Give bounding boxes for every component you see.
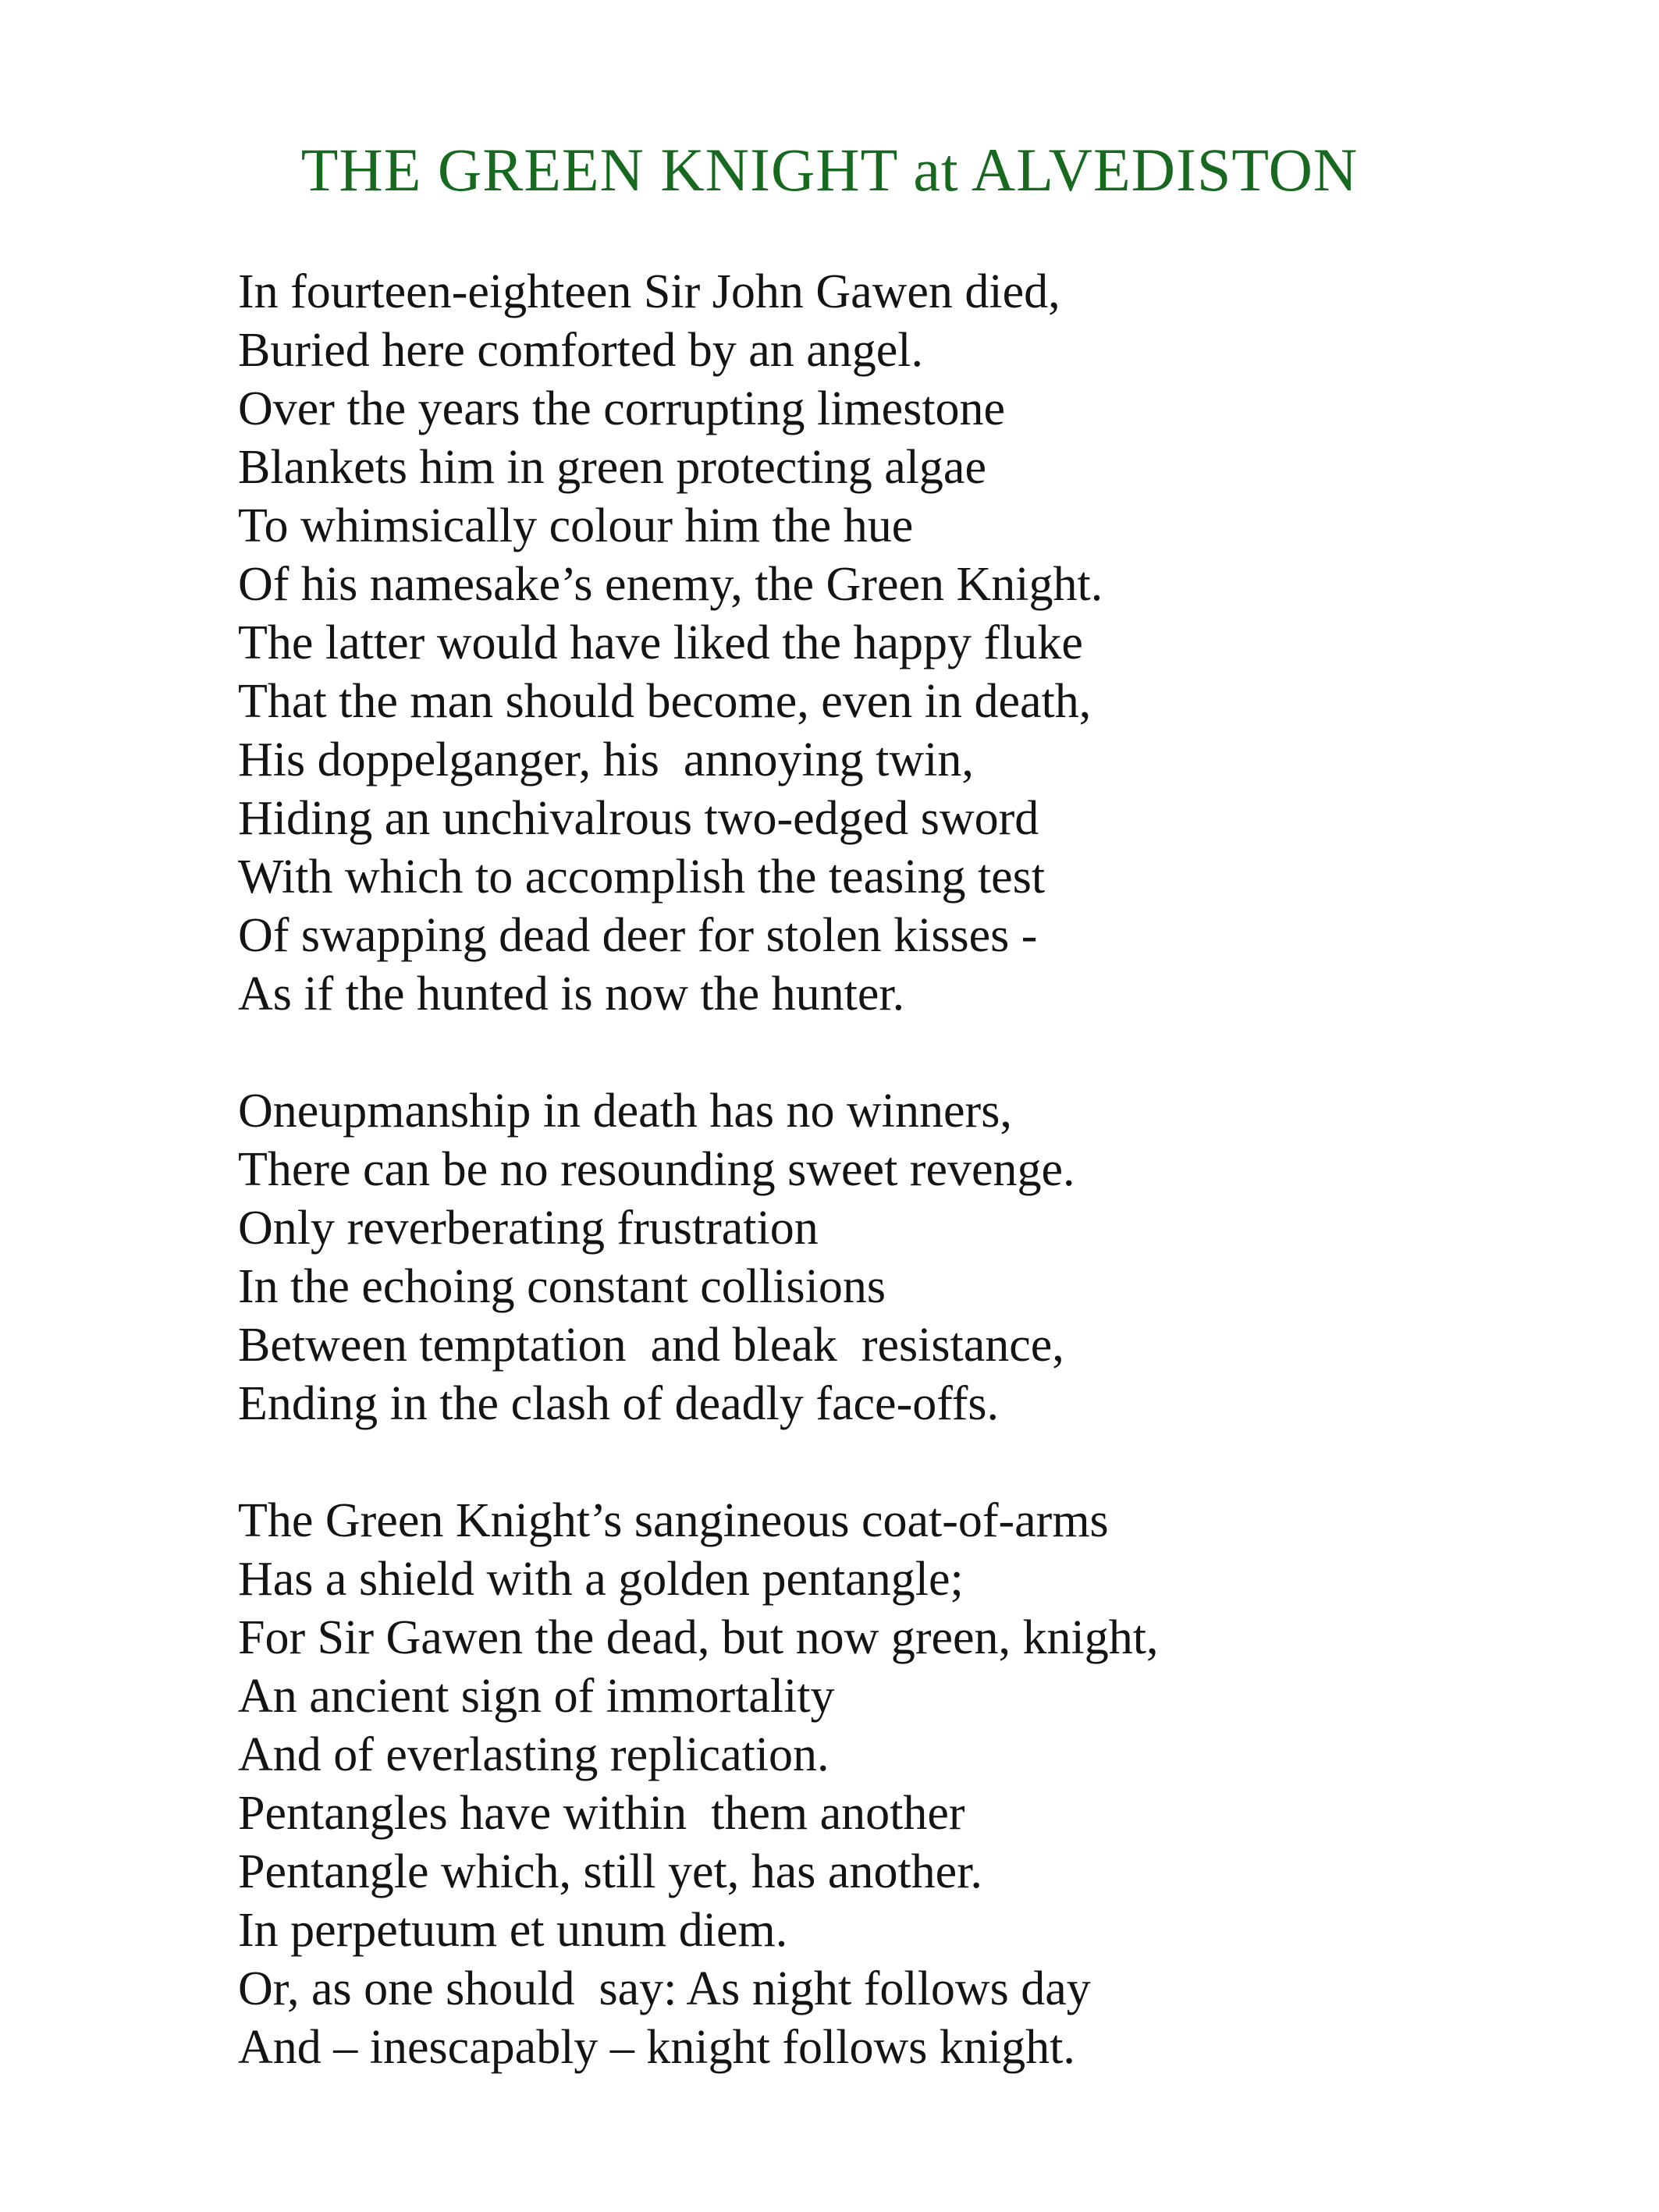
poem-line: Or, as one should say: As night follows day: [238, 1962, 1091, 2015]
poem-line: Buried here comforted by an angel.: [238, 324, 923, 377]
poem-line: Between temptation and bleak resistance,: [238, 1319, 1064, 1372]
poem-line: Pentangles have within them another: [238, 1787, 965, 1840]
poem-line: His doppelganger, his annoying twin,: [238, 733, 974, 786]
poem-title: THE GREEN KNIGHT at ALVEDISTON: [300, 136, 1359, 204]
poem-line: In fourteen-eighteen Sir John Gawen died,: [238, 265, 1060, 318]
poem-line: Pentangle which, still yet, has another.: [238, 1845, 982, 1898]
poem-line: Of swapping dead deer for stolen kisses -: [238, 909, 1038, 962]
poem-line: And – inescapably – knight follows knight.: [238, 2021, 1075, 2074]
poem-line: Ending in the clash of deadly face-offs.: [238, 1377, 1000, 1430]
poem-line: An ancient sign of immortality: [238, 1670, 835, 1723]
poem-line: With which to accomplish the teasing test: [238, 850, 1046, 904]
stanza-1: [238, 263, 1565, 1024]
stanza-3: [238, 1492, 1565, 2077]
poem-line: There can be no resounding sweet revenge.: [238, 1143, 1075, 1196]
poem-line: Hiding an unchivalrous two-edged sword: [238, 792, 1039, 845]
poem-line: Has a shield with a golden pentangle;: [238, 1553, 964, 1606]
poem-line: The latter would have liked the happy fluke: [238, 616, 1083, 669]
poem-line: For Sir Gawen the dead, but now green, knight,: [238, 1611, 1159, 1664]
poem-line: Only reverberating frustration: [238, 1202, 819, 1255]
poem-line: Over the years the corrupting limestone: [238, 382, 1006, 435]
poem-line: To whimsically colour him the hue: [238, 499, 914, 552]
poem-line: And of everlasting replication.: [238, 1728, 830, 1781]
poem-line: In the echoing constant collisions: [238, 1260, 886, 1313]
poem-line: The Green Knight’s sangineous coat-of-arms: [238, 1494, 1109, 1547]
poem-line: Blankets him in green protecting algae: [238, 441, 986, 494]
poem-body: [0, 263, 1659, 2077]
stanza-2: [238, 1082, 1565, 1433]
poem-line: Oneupmanship in death has no winners,: [238, 1085, 1012, 1138]
poem-line: In perpetuum et unum diem.: [238, 1904, 788, 1957]
poem-line: That the man should become, even in death,: [238, 675, 1092, 728]
poem-line: As if the hunted is now the hunter.: [238, 968, 905, 1021]
poem-line: Of his namesake’s enemy, the Green Knight.: [238, 558, 1103, 611]
